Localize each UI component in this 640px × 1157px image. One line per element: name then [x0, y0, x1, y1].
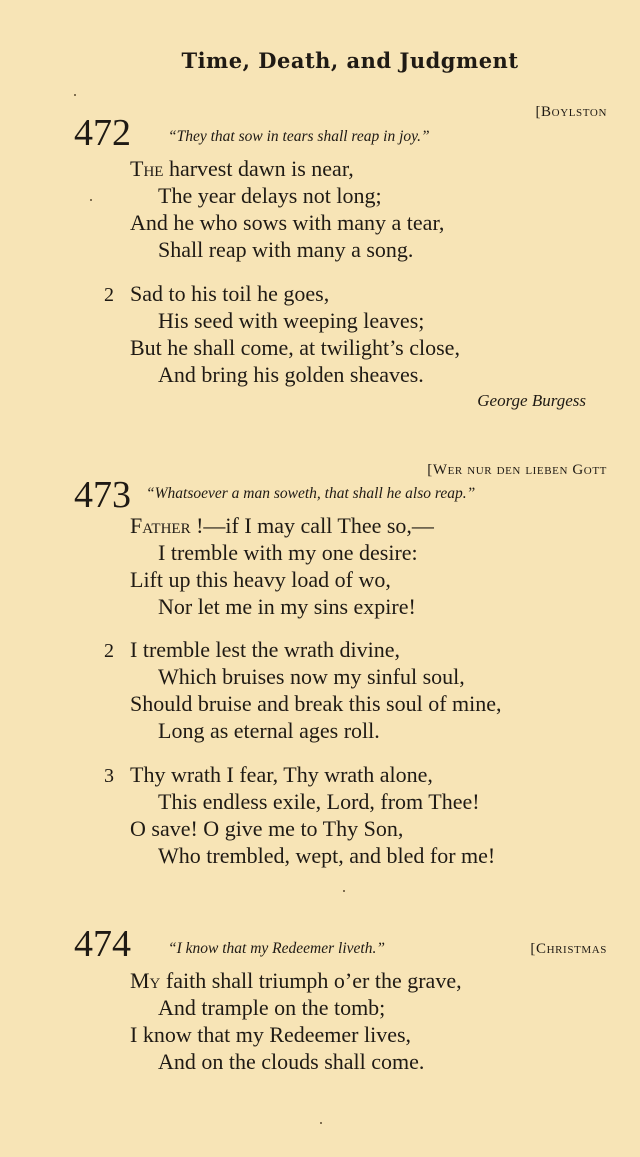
print-speck	[74, 94, 76, 96]
verse-line: And bring his golden sheaves.	[158, 362, 424, 387]
print-speck	[320, 1122, 322, 1124]
first-word: My	[130, 968, 161, 993]
verse-line: But he shall come, at twilight’s close,	[130, 335, 460, 360]
first-word: The	[130, 156, 164, 181]
verse-line: This endless exile, Lord, from Thee!	[158, 789, 480, 814]
verse-line: Thy wrath I fear, Thy wrath alone,	[130, 762, 433, 787]
stanza-number: 3	[104, 765, 114, 787]
verse-line: I tremble lest the wrath divine,	[130, 637, 401, 662]
epigraph: “Whatsoever a man soweth, that shall he also reap.”	[146, 485, 476, 502]
epigraph: “They that sow in tears shall reap in joy.”	[168, 128, 430, 145]
verse-line: Lift up this heavy load of wo,	[130, 567, 391, 592]
verse-line: I tremble with my one desire:	[158, 540, 418, 565]
first-word: Father	[130, 513, 191, 538]
epigraph: “I know that my Redeemer liveth.”	[168, 940, 385, 957]
author-attribution: George Burgess	[477, 391, 586, 410]
verse-line: And trample on the tomb;	[158, 995, 386, 1020]
verse-line: And he who sows with many a tear,	[130, 210, 445, 235]
stanza-number: 2	[104, 284, 114, 306]
verse-line	[130, 515, 434, 537]
verse-text: harvest dawn is near,	[163, 156, 354, 181]
verse-line	[130, 970, 462, 992]
tune-name: [Christmas	[530, 941, 607, 957]
verse-line: Should bruise and break this soul of mine,	[130, 691, 502, 716]
print-speck	[90, 199, 92, 201]
print-speck	[343, 890, 345, 892]
hymn-number: 473	[74, 474, 131, 516]
stanza-number: 2	[104, 640, 114, 662]
tune-name: [Wer nur den lieben Gott	[427, 462, 607, 478]
hymn-number: 474	[74, 923, 131, 965]
verse-line	[130, 158, 354, 180]
tune-name: [Boylston	[535, 104, 607, 120]
verse-line: Nor let me in my sins expire!	[158, 594, 416, 619]
hymn-number: 472	[74, 112, 131, 154]
verse-text: !—if I may call Thee so,—	[190, 513, 434, 538]
running-header: Time, Death, and Judgment	[181, 48, 519, 73]
verse-line: His seed with weeping leaves;	[158, 308, 425, 333]
verse-line: I know that my Redeemer lives,	[130, 1022, 412, 1047]
verse-line: And on the clouds shall come.	[158, 1049, 425, 1074]
verse-line: Shall reap with many a song.	[158, 237, 414, 262]
verse-line: Who trembled, wept, and bled for me!	[158, 843, 496, 868]
verse-line: Which bruises now my sinful soul,	[158, 664, 465, 689]
verse-line: Sad to his toil he goes,	[130, 281, 330, 306]
verse-line: O save! O give me to Thy Son,	[130, 816, 404, 841]
verse-line: Long as eternal ages roll.	[158, 718, 380, 743]
verse-line: The year delays not long;	[158, 183, 382, 208]
verse-text: faith shall triumph o’er the grave,	[160, 968, 462, 993]
